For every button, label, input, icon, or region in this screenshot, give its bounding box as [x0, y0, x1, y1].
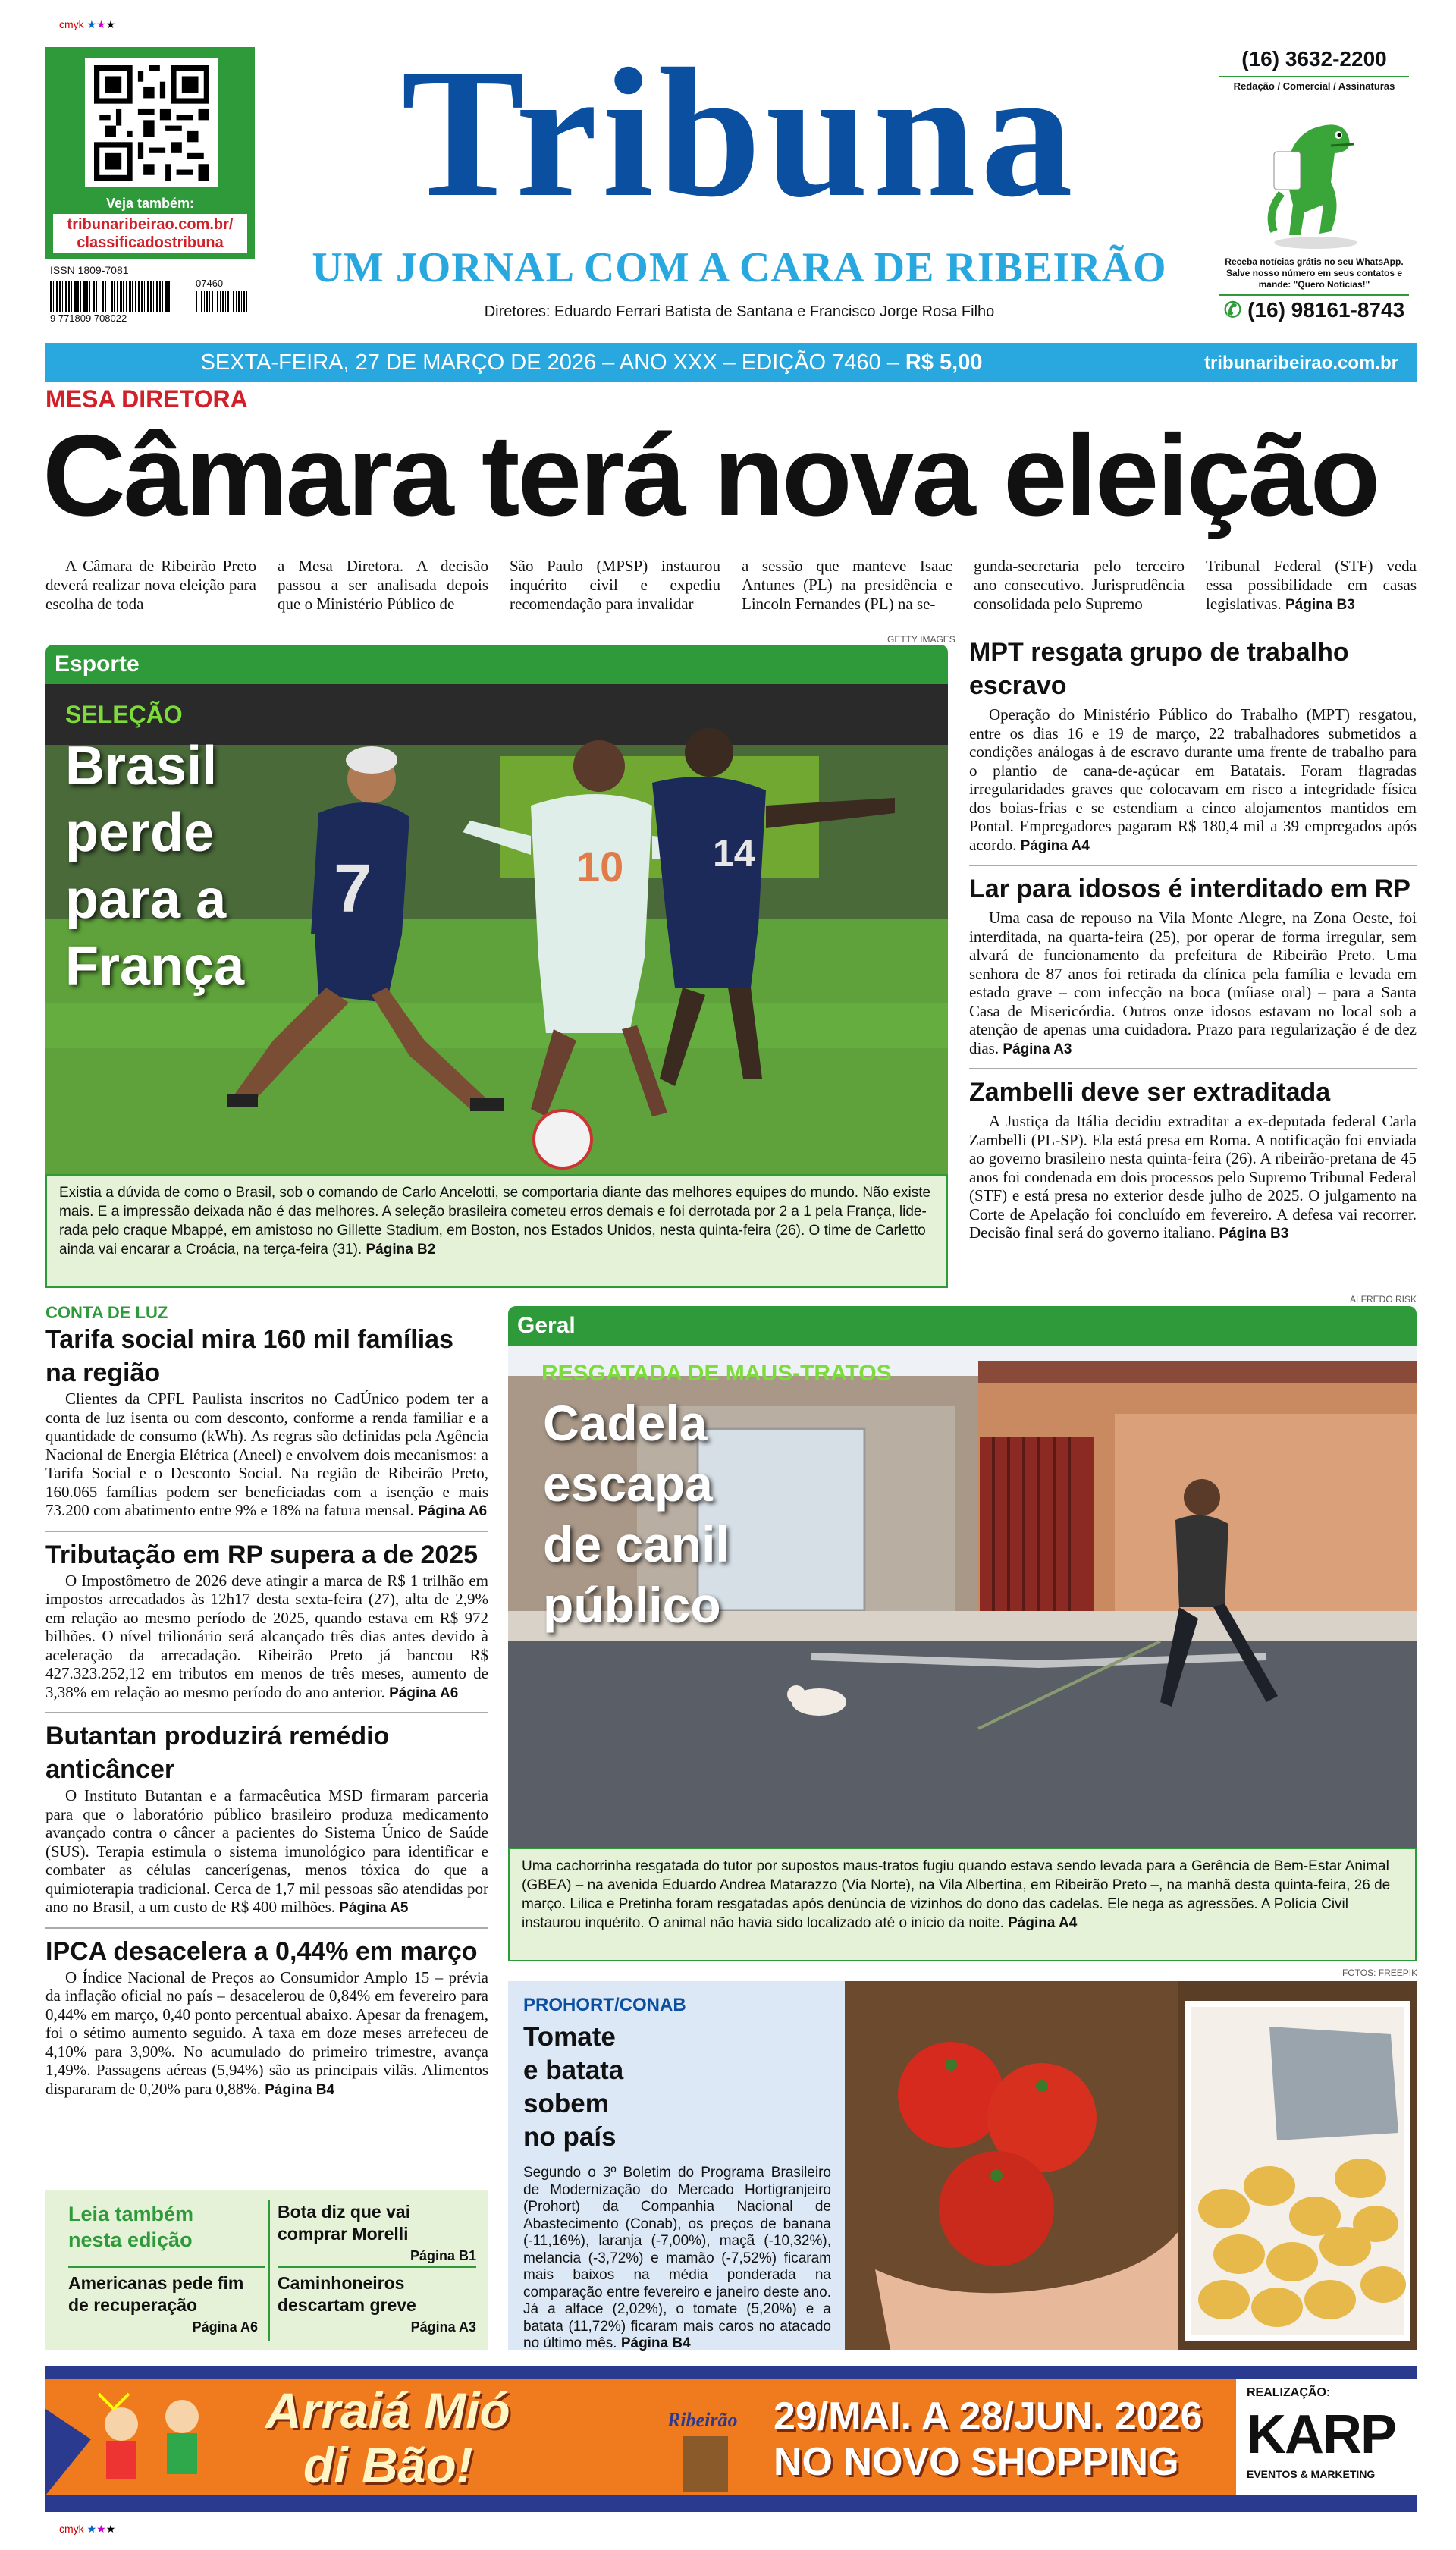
also-read-title: Leia também nesta edição: [68, 2203, 194, 2251]
registration-mark-bottom: cmyk ★★★: [59, 2523, 116, 2535]
ad-sponsor: REALIZAÇÃO: KARP EVENTOS & MARKETING: [1236, 2379, 1417, 2495]
prohort-body: Segundo o 3º Boletim do Programa Brasileiro de Modernização do Mercado Hortigranjeiro (Prohort) da Companhia Nacional de Abastecimento (Conab), os preços de banana (-11,16%), laranja (-7,00%), maçã (-10,32%), melancia (-3,72%) e mamão (-7,52%) ficaram mais baixos na média ponderada na comparação entre fevereiro e janeiro deste ano. Já a alface (2,02%), o tomate (5,20%) e a batata (11,72%) ficaram mais caros no atacado no último mês. Página B4: [523, 2165, 831, 2351]
section-esporte: Esporte: [46, 645, 948, 684]
tomato-potato-photo: [845, 1981, 1417, 2350]
site-link[interactable]: tribunaribeirao.com.br: [1203, 353, 1398, 373]
lead-kicker: MESA DIRETORA: [46, 385, 248, 413]
ad-dates: 29/MAI. A 28/JUN. 2026 NO NOVO SHOPPING: [774, 2395, 1203, 2484]
story-body: O Impostômetro de 2026 deve atingir a marca de R$ 1 trilhão em impostos arrecadados às 12h17 desta sexta-feira (27), alta de 2,9% em relação ao mesmo período de 2025, quando estava em R$ 972 bilhões. O nível trilionário será alcançado três dias antes devido à aceleração da arrecadação. Ribeirão Preto já bancou R$ 427.323.252,12 em tributos em menos de três meses, aumento de 3,38% em relação ao mesmo período do ano anterior. Página A6: [46, 1571, 488, 1701]
also-read-box: [46, 2190, 488, 2350]
story-headline[interactable]: Zambelli deve ser extraditada: [969, 1078, 1331, 1107]
lead-col-3: São Paulo (MPSP) instaurou inquérito civil e expediu recomendação para invalidar: [510, 557, 720, 613]
also-read-item[interactable]: Americanas pede fim de recuperação Página A6: [68, 2273, 258, 2335]
whatsapp-note: Receba notícias grátis no seu WhatsApp. Salve nosso número em seus contatos e mande: "Quero Notícias!": [1225, 256, 1404, 290]
sport-kicker: SELEÇÃO: [65, 701, 183, 728]
prohort-headline[interactable]: Tomate e batata sobem no país: [523, 2022, 624, 2152]
photo-credit: GETTY IMAGES: [887, 634, 956, 645]
jersey-number: 10: [576, 843, 624, 890]
newspaper-title[interactable]: Tribuna: [401, 30, 1078, 235]
story-headline[interactable]: Lar para idosos é interditado em RP: [969, 875, 1410, 903]
barcode-addon: [196, 291, 249, 312]
prohort-kicker: PROHORT/CONAB: [523, 1995, 686, 2015]
street-photo: [508, 1346, 1417, 1848]
story-headline[interactable]: Butantan produzirá remédio anticâncer: [46, 1722, 390, 1784]
story-body: Operação do Ministério Público do Trabalho (MPT) resgatou, entre os dias 16 e 19 de março, 22 trabalhadores submetidos a condições análogas à de escravo durante uma frente de trabalho para o plantio de cana-de-açúcar em Batatais. Foram flagradas irregularidades graves que colocavam em risco a integridade física dos boias-frias e se estendiam a cinco alojamentos mantidos em Pontal. Empregadores pagaram R$ 180,4 mil a 39 empregados após acordo. Página A4: [969, 705, 1417, 854]
jersey-number: 14: [713, 832, 755, 875]
ad-title: Arraiá Mió di Bão!: [265, 2382, 510, 2493]
ad-orange-panel: [46, 2379, 1236, 2495]
whatsapp-number[interactable]: ✆ (16) 98161-8743: [1223, 298, 1405, 322]
dinosaur-mascot-illustration: [1259, 99, 1373, 250]
issn: ISSN 1809-7081: [50, 264, 129, 276]
lead-col-4: a sessão que manteve Isaac Antunes (PL) na presidência e Lincoln Fernandes (PL) na se-: [742, 557, 952, 613]
story-headline[interactable]: IPCA desacelera a 0,44% em março: [46, 1936, 478, 1966]
story-headline[interactable]: Tributação em RP supera a de 2025: [46, 1540, 479, 1569]
football-photo: [46, 684, 948, 1174]
photo-credit: FOTOS: FREEPIK: [1342, 1967, 1418, 1978]
story-body: A Justiça da Itália decidiu extraditar a ex-deputada federal Carla Zambelli (PL-SP). Ela está presa em Roma. A notificação foi enviada ao governo brasileiro nesta quinta-feira (26). A ribeirão-pretana de 45 anos foi condenada em dois processos pelo Supremo Tribunal Federal (STF) e está presa no exterior desde julho de 2025. O julgamento na Corte de Apelação foi concluído em fevereiro. A defesa vai recorrer. Decisão final será do governo italiano. Página B3: [969, 1112, 1417, 1242]
phone-dept: Redação / Comercial / Assinaturas: [1233, 80, 1395, 92]
lead-col-6: Tribunal Federal (STF) veda essa possibilidade em casas legislativas. Página B3: [1206, 557, 1417, 613]
prohort-box: [508, 1981, 845, 2350]
geral-kicker: RESGATADA DE MAUS-TRATOS: [541, 1361, 892, 1386]
story-kicker: CONTA DE LUZ: [46, 1303, 168, 1322]
whatsapp-icon: ✆: [1223, 298, 1242, 322]
also-read-item[interactable]: Bota diz que vai comprar Morelli Página B1: [278, 2202, 476, 2263]
section-geral: Geral: [508, 1306, 1417, 1346]
qr-code: [94, 65, 209, 181]
qr-link[interactable]: tribunaribeirao.com.br/ classificadostribuna: [67, 216, 234, 251]
registration-mark: cmyk ★★★: [59, 18, 116, 30]
contact-box: [1212, 47, 1417, 328]
barcode-issue: 07460: [196, 278, 224, 289]
story-headline[interactable]: Tarifa social mira 160 mil famílias na região: [46, 1325, 453, 1387]
story-body: O Instituto Butantan e a farmacêutica MSD firmaram parceria para que o laboratório público brasileiro produza medicamento avançado contra o câncer a pacientes do Sistema Único de Saúde (SUS). Terapia estimula o sistema imunológico para identificar e combater as células cancerígenas, menos tóxica do que a quimioterapia tradicional. Cerca de 1,7 mil pessoas são atendidas por ano no Brasil, a um custo de R$ 400 milhões. Página A5: [46, 1786, 488, 1916]
lead-body: [46, 557, 1417, 625]
sponsor-logo: KARP: [1247, 2404, 1396, 2465]
dateline-bar: [46, 343, 1417, 382]
qr-label: Veja também:: [105, 196, 195, 211]
right-column: [969, 636, 1417, 1244]
barcode-number: 9 771809 708022: [50, 312, 127, 324]
lead-col-5: gunda-secretaria pelo terceiro ano consecutivo. Jurisprudência consolidada pelo Supremo: [974, 557, 1185, 613]
ad-banner[interactable]: [46, 2366, 1417, 2512]
slogan: UM JORNAL COM A CARA DE RIBEIRÃO: [312, 244, 1167, 291]
story-body: O Índice Nacional de Preços ao Consumidor Amplo 15 – prévia da inflação oficial no país – desacelerou de 0,84% em fevereiro para 0,44% em março, 0,40 ponto percentual abaixo. Apesar da frenagem, foi o sétimo aumento seguido. A taxa em doze meses arrefeceu de 4,10% para 3,90%. No acumulado do primeiro trimestre, avança 1,49%. Passagens aéreas (5,94%) são as principais vilãs. Alimentos dispararam de 0,20% para 0,88%. Página B4: [46, 1967, 488, 2098]
lead-col-2: a Mesa Diretora. A decisão passou a ser analisada depois que o Ministério Público de: [278, 557, 488, 613]
sport-caption: Existia a dúvida de como o Brasil, sob o comando de Carlo Ancelotti, se comportaria diante das melhores equipes do mundo. Não existe mais. E a impressão deixada não é das melhores. A seleção brasileira cometeu erros demais e foi derrotada por 2 a 1 pela França, lide-rada pelo craque Mbappé, em amistoso no Gillette Stadium, em Boston, nos Estados Unidos, nesta quinta-feira (26). O time de Carletto ainda vai encarar a Croácia, na terça-feira (31). Página B2: [46, 1174, 948, 1288]
story-body: Uma casa de repouso na Vila Monte Alegre, na Zona Oeste, foi interditada, na quarta-feira (25), por operar de forma irregular, sem alvará de funcionamento da prefeitura de Ribeirão Preto. Uma senhora de 87 anos foi retirada da clínica pela família e levada em estado grave – com infecção na boca (míiase oral) – para a Santa Casa de Misericórdia. Outros onze idosos estavam no local sob a atenção de apenas uma cuidadora. Prazo para regularização é de dez dias. Página A3: [969, 909, 1417, 1057]
story-headline[interactable]: MPT resgata grupo de trabalho escravo: [969, 638, 1349, 700]
left-column: [46, 1303, 488, 2099]
story-body: Clientes da CPFL Paulista inscritos no CadÚnico podem ter a conta de luz isenta ou com desconto, conforme a renda familiar e a quantidade de consumo (kWh). As regras são definidas pela Agência Nacional de Energia Elétrica (Aneel) e envolvem dois mecanismos: a Tarifa Social e o Desconto Social. Na região de Ribeirão Preto, 160.065 famílias podem ser beneficiadas com a isenção e mais 73.200 com abatimento entre 9% e 18% na fatura mensal. Página A6: [46, 1390, 488, 1519]
qr-frame: [85, 58, 218, 187]
qr-panel[interactable]: [46, 47, 255, 259]
photo-credit: ALFREDO RISK: [1350, 1294, 1417, 1305]
lead-col-1: A Câmara de Ribeirão Preto deverá realizar nova eleição para escolha de toda: [46, 557, 256, 613]
phone[interactable]: (16) 3632-2200: [1241, 47, 1387, 71]
lead-headline[interactable]: Câmara terá nova eleição: [42, 411, 1379, 540]
jersey-number: 7: [334, 851, 372, 927]
barcode: [50, 281, 171, 312]
geral-headline[interactable]: Cadela escapa de canil público: [543, 1395, 730, 1633]
also-read-item[interactable]: Caminhoneiros descartam greve Página A3: [278, 2273, 476, 2335]
dateline: SEXTA-FEIRA, 27 DE MARÇO DE 2026 – ANO XXX – EDIÇÃO 7460 – R$ 5,00: [200, 350, 983, 375]
directors: Diretores: Eduardo Ferrari Batista de Santana e Francisco Jorge Rosa Filho: [484, 303, 995, 320]
sport-headline[interactable]: Brasil perde para a França: [65, 736, 245, 997]
ad-brand: Ribeirão: [667, 2409, 738, 2431]
geral-caption: Uma cachorrinha resgatada do tutor por supostos maus-tratos fugiu quando estava sendo levada para a Gerência de Bem-Estar Animal (GBEA) – na avenida Eduardo Andrea Matarazzo (Via Norte), na Vila Albertina, em Ribeirão Preto –, na manhã desta quinta-feira, 26 de março. Lilica e Pretinha foram resgatadas após denúncia de vizinhos do dono das cadelas. Ele nega as agressões. A Polícia Civil instaurou inquérito. O animal não havia sido localizado até o início da noite. Página A4: [508, 1848, 1417, 1961]
